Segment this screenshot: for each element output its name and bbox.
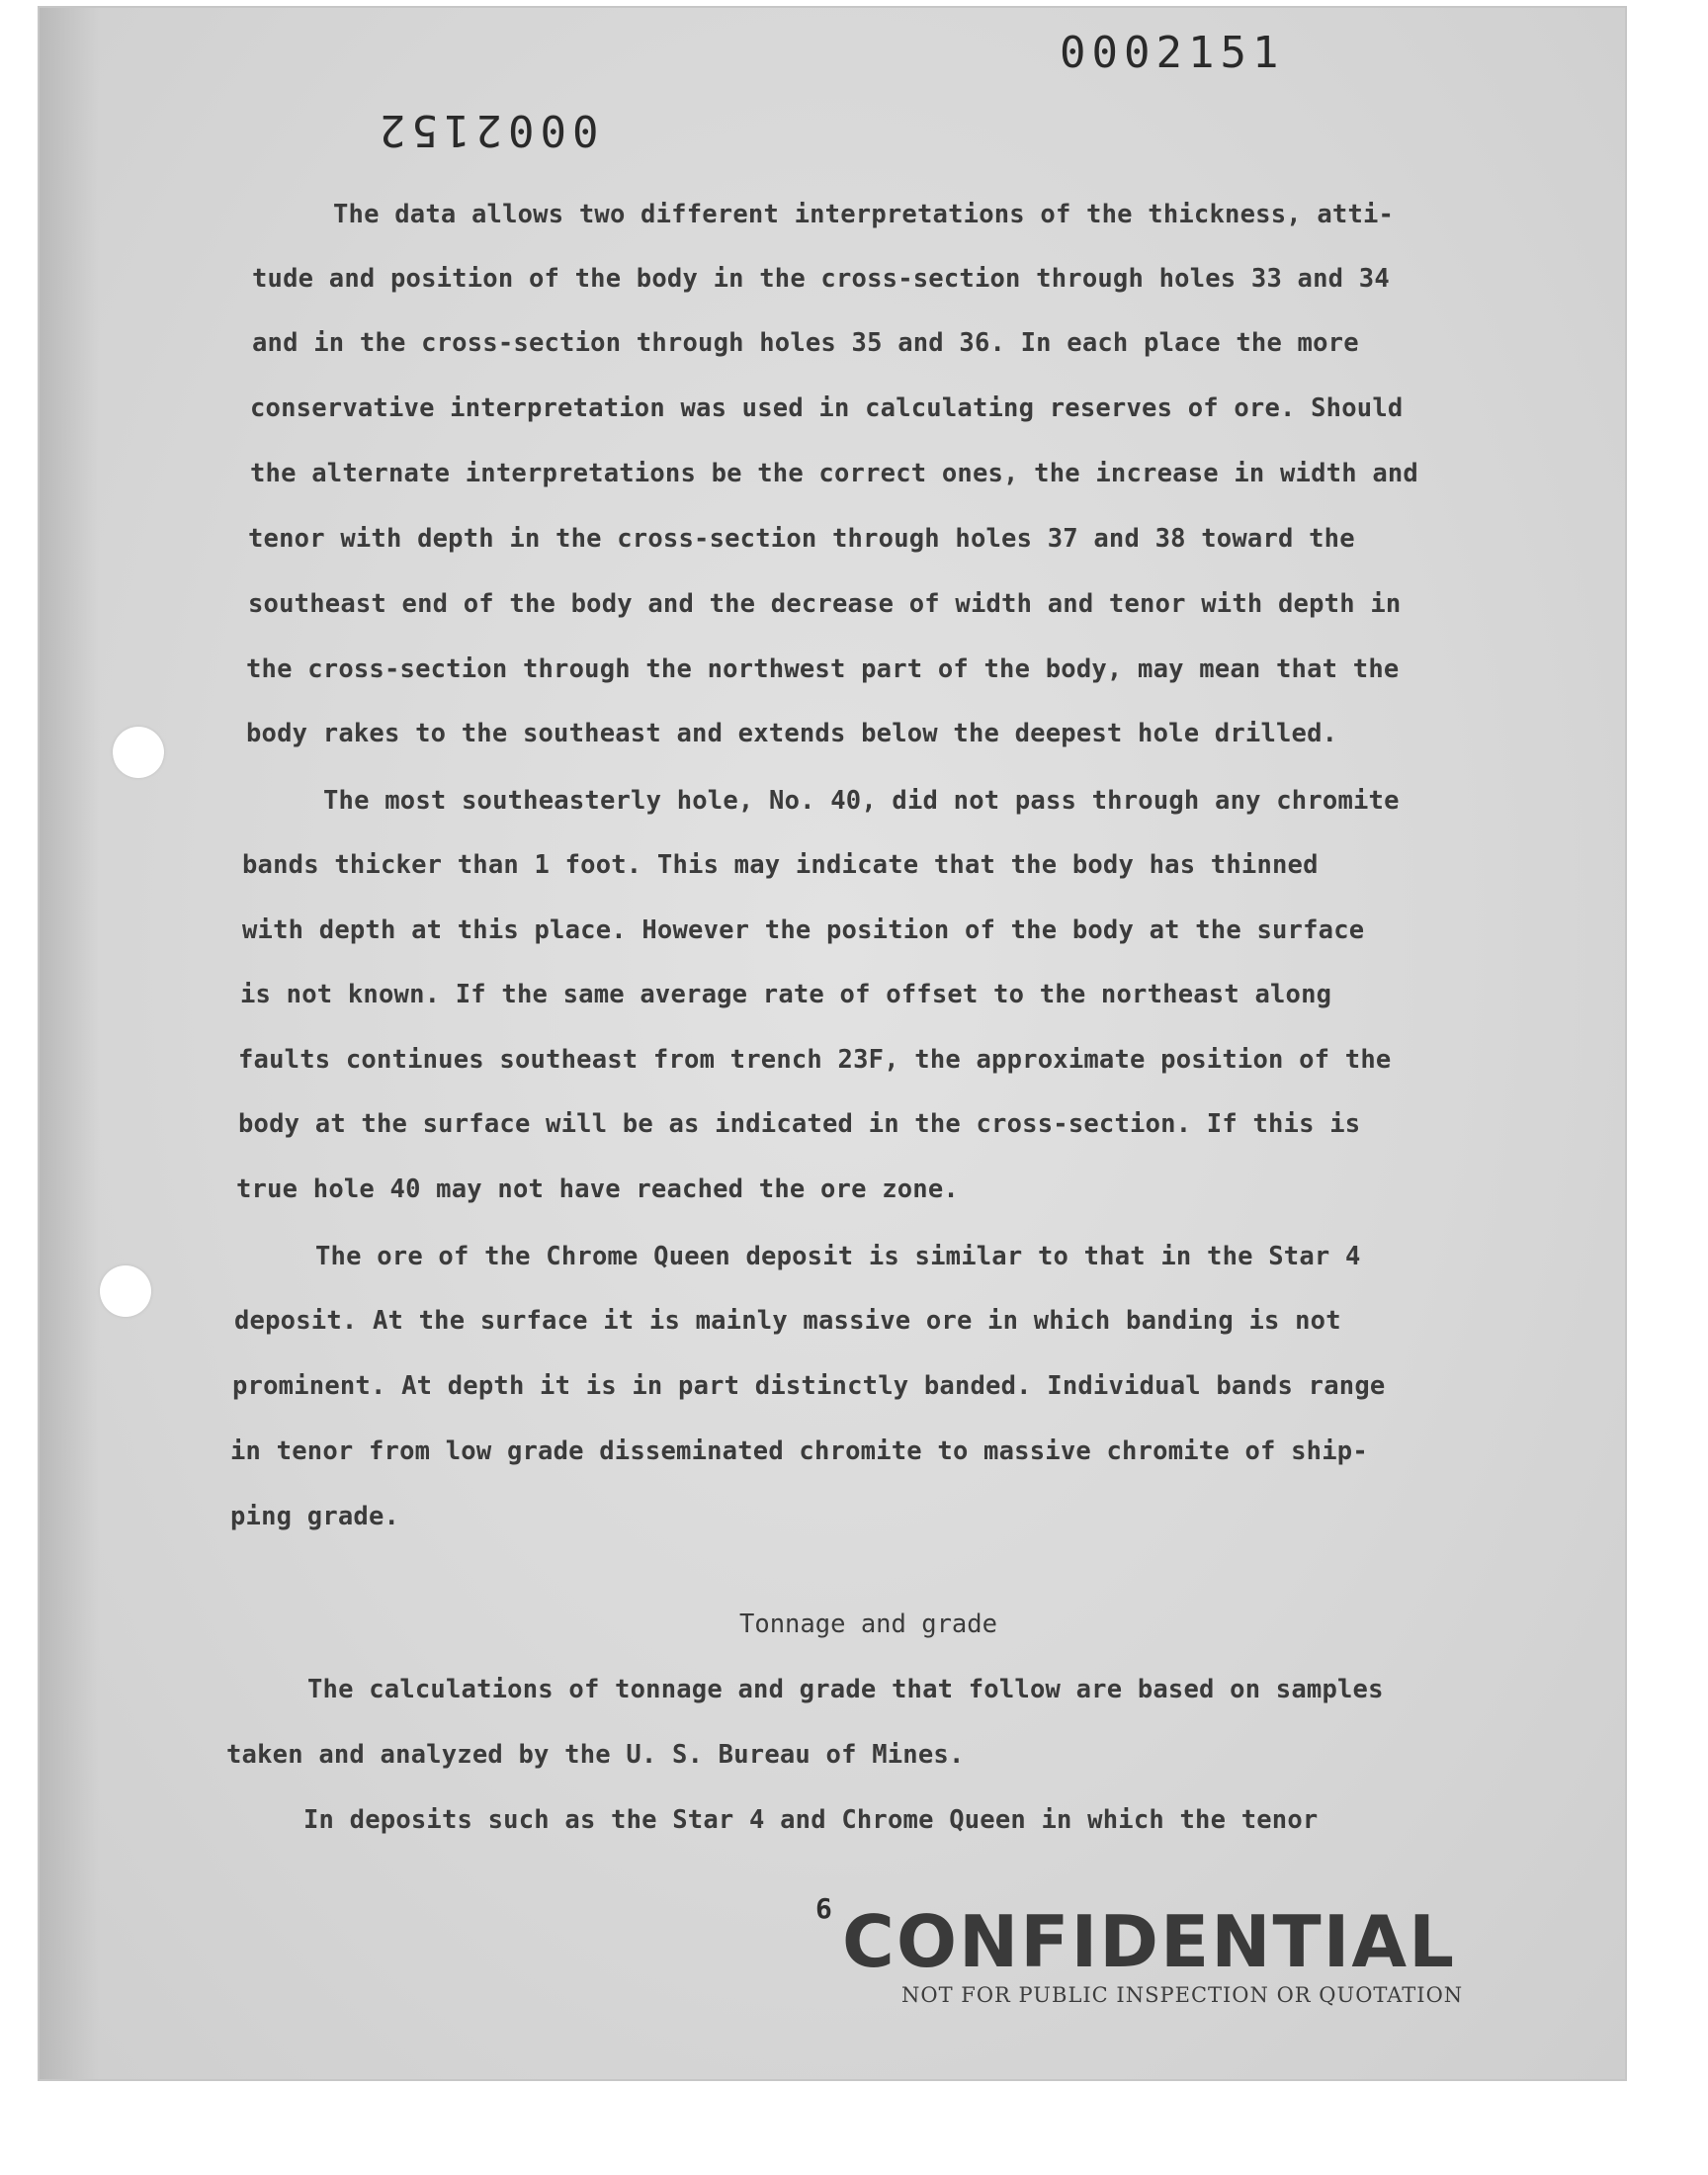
text-line: bands thicker than 1 foot. This may indicate that the body has thinned: [242, 850, 1319, 880]
text-line: tude and position of the body in the cross-section through holes 33 and 34: [252, 264, 1390, 294]
page-stamp-number: 0002151: [1060, 28, 1285, 78]
text-line: The calculations of tonnage and grade that follow are based on samples: [307, 1675, 1384, 1704]
text-line: the cross-section through the northwest part of the body, may mean that the: [246, 654, 1400, 684]
text-line: is not known. If the same average rate of offset to the northeast along: [240, 980, 1332, 1009]
page-number: 6: [815, 1892, 832, 1925]
text-line: tenor with depth in the cross-section through holes 37 and 38 toward the: [248, 524, 1355, 554]
text-line: the alternate interpretations be the correct ones, the increase in width and: [250, 459, 1418, 488]
text-line: The data allows two different interpretations of the thickness, atti-: [333, 200, 1395, 229]
text-line: body rakes to the southeast and extends below the deepest hole drilled.: [246, 719, 1338, 748]
section-heading: Tonnage and grade: [739, 1610, 997, 1639]
text-line: ping grade.: [230, 1502, 400, 1531]
text-line: southeast end of the body and the decrease of width and tenor with depth in: [248, 589, 1402, 619]
confidential-stamp: CONFIDENTIAL: [842, 1900, 1456, 1983]
page-edge-shadow: [40, 8, 99, 2079]
text-line: in tenor from low grade disseminated chromite to massive chromite of ship-: [230, 1436, 1368, 1466]
text-line: prominent. At depth it is in part distinctly banded. Individual bands range: [232, 1371, 1386, 1401]
punch-hole-icon: [113, 727, 164, 778]
text-line: taken and analyzed by the U. S. Bureau of Mines.: [226, 1740, 965, 1770]
punch-hole-icon: [100, 1265, 151, 1317]
text-line: The most southeasterly hole, No. 40, did not pass through any chromite: [323, 786, 1400, 816]
page-stamp-number-inverted: 0002152: [374, 105, 599, 155]
text-line: with depth at this place. However the position of the body at the surface: [242, 915, 1365, 945]
text-line: deposit. At the surface it is mainly massive ore in which banding is not: [234, 1306, 1341, 1336]
text-line: true hole 40 may not have reached the ore zone.: [236, 1174, 959, 1204]
text-line: In deposits such as the Star 4 and Chrome Queen in which the tenor: [303, 1805, 1319, 1835]
text-line: conservative interpretation was used in calculating reserves of ore. Should: [250, 393, 1404, 423]
text-line: body at the surface will be as indicated in the cross-section. If this is: [238, 1109, 1361, 1139]
text-line: The ore of the Chrome Queen deposit is similar to that in the Star 4: [315, 1242, 1361, 1271]
confidential-notice: NOT FOR PUBLIC INSPECTION OR QUOTATION: [901, 1983, 1464, 2007]
text-line: and in the cross-section through holes 35 and 36. In each place the more: [252, 328, 1359, 358]
text-line: faults continues southeast from trench 23F, the approximate position of the: [238, 1045, 1392, 1075]
